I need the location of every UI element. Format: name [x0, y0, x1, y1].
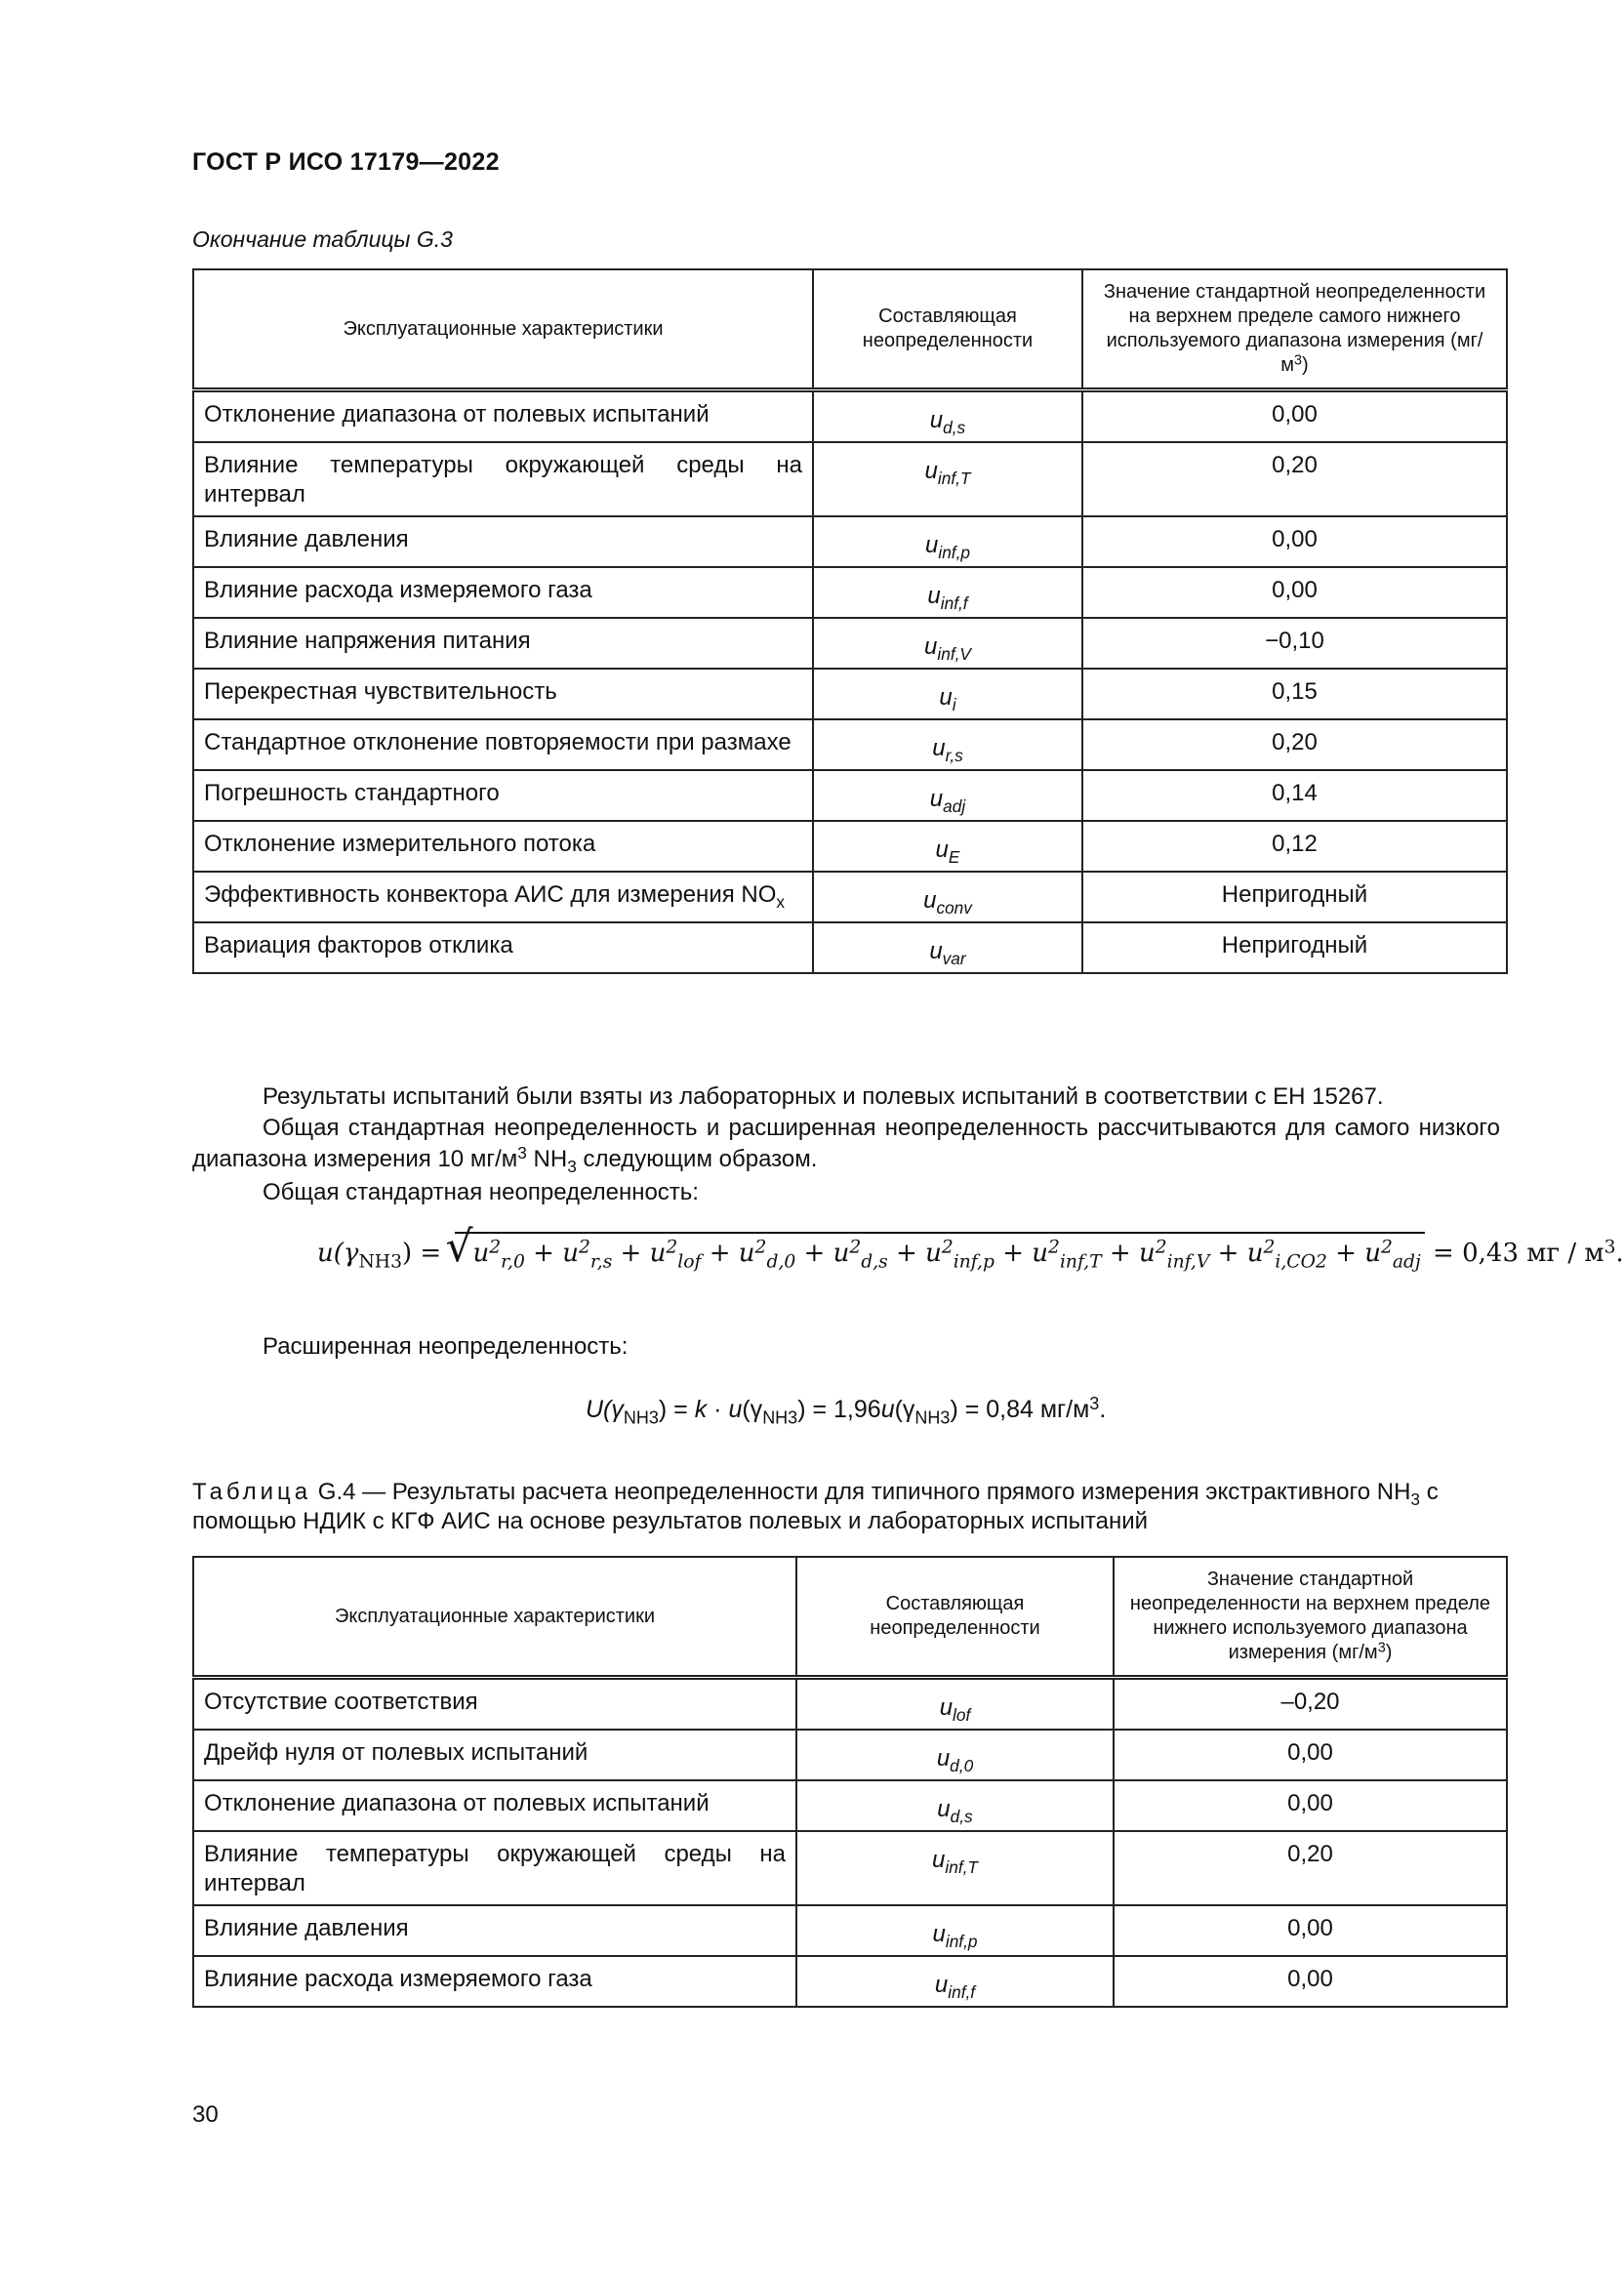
- table-row: [193, 618, 1507, 669]
- plus-sign: +: [612, 1239, 650, 1268]
- cell-component: $u_{inf,V}$: [813, 618, 1082, 669]
- cell-characteristic: Погрешность стандартного: [193, 770, 813, 821]
- plus-sign: +: [1326, 1239, 1365, 1268]
- cell-characteristic: Влияние напряжения питания: [193, 618, 813, 669]
- cell-value: 0,00: [1082, 390, 1507, 443]
- cell-value: 0,15: [1082, 669, 1507, 719]
- header-component: Составляющая неопределенности: [796, 1557, 1114, 1678]
- plus-sign: +: [1209, 1239, 1247, 1268]
- cell-characteristic: Стандартное отклонение повторяемости при размахе: [193, 719, 813, 770]
- paragraph-results-source: Результаты испытаний были взяты из лабораторных и полевых испытаний в соответствии с ЕН 15267.: [263, 1083, 1384, 1110]
- cell-characteristic: Дрейф нуля от полевых испытаний: [193, 1730, 796, 1780]
- cell-component: $u_{r,s}$: [813, 719, 1082, 770]
- plus-sign: +: [795, 1239, 833, 1268]
- uncertainty-term: $u^2_{lof}$: [649, 1237, 702, 1273]
- cell-value: 0,00: [1114, 1730, 1507, 1780]
- page-number: 30: [192, 2101, 219, 2128]
- cell-characteristic: Отклонение диапазона от полевых испытаний: [193, 390, 813, 443]
- cell-characteristic: Отклонение диапазона от полевых испытаний: [193, 1780, 796, 1831]
- cell-characteristic: Влияние давления: [193, 1905, 796, 1956]
- table-row: [193, 872, 1507, 922]
- cell-characteristic: Влияние давления: [193, 516, 813, 567]
- table-header-row: [193, 269, 1507, 390]
- header-component: Составляющая неопределенности: [813, 269, 1082, 390]
- table-row: [193, 442, 1507, 516]
- plus-sign: +: [701, 1239, 739, 1268]
- cell-component: $u_{inf,p}$: [813, 516, 1082, 567]
- cell-characteristic: Влияние температуры окружающей среды на интервал: [193, 442, 813, 516]
- cell-component: $u_{inf,T}$: [796, 1831, 1114, 1905]
- header-characteristics: Эксплуатационные характеристики: [193, 1557, 796, 1678]
- cell-value: 0,20: [1114, 1831, 1507, 1905]
- plus-sign: +: [994, 1239, 1033, 1268]
- cell-value: 0,20: [1082, 719, 1507, 770]
- combined-uncertainty-formula: $u(\gamma_{NH3})$ = √ $u^2_{r,0} + u^2_{r,s} + u^2_{lof} + u^2_{d,0} + u^2_{d,s} + u^2_{inf,p} + u^2_{inf,T} + u^2_{inf,V} + u^2_{i,CO2} + u^2_{adj} = 0,43$ мг / $м^3$.: [317, 1232, 1624, 1273]
- table-continuation-caption: Окончание таблицы G.3: [192, 226, 453, 252]
- table-row: [193, 1905, 1507, 1956]
- header-value: Значение стандартной неопределенности на верхнем пределе нижнего используемого диапазона измерения $(мг/м^3)$: [1114, 1557, 1507, 1678]
- square-root: [455, 1232, 1424, 1273]
- cell-component: $u_i$: [813, 669, 1082, 719]
- cell-characteristic: Влияние расхода измеряемого газа: [193, 567, 813, 618]
- table-row: [193, 821, 1507, 872]
- plus-sign: +: [524, 1239, 563, 1268]
- cell-component: $u_{var}$: [813, 922, 1082, 973]
- cell-characteristic: Отсутствие соответствия: [193, 1678, 796, 1731]
- cell-characteristic: Отклонение измерительного потока: [193, 821, 813, 872]
- cell-component: $u_{d,0}$: [796, 1730, 1114, 1780]
- table-row: [193, 567, 1507, 618]
- cell-value: Непригодный: [1082, 872, 1507, 922]
- paragraph-expanded-uncertainty: Расширенная неопределенность:: [263, 1333, 629, 1360]
- header-characteristics: Эксплуатационные характеристики: [193, 269, 813, 390]
- cell-component: $u_{lof}$: [796, 1678, 1114, 1731]
- table-row: [193, 390, 1507, 443]
- cell-characteristic: Перекрестная чувствительность: [193, 669, 813, 719]
- uncertainty-term: $u^2_{inf,p}$: [925, 1237, 995, 1273]
- cell-component: $u_{inf,f}$: [813, 567, 1082, 618]
- plus-sign: +: [1101, 1239, 1139, 1268]
- cell-component: $u_E$: [813, 821, 1082, 872]
- cell-value: 0,12: [1082, 821, 1507, 872]
- cell-component: $u_{d,s}$: [796, 1780, 1114, 1831]
- uncertainty-term: $u^2_{d,s}$: [832, 1237, 888, 1273]
- cell-value: −0,10: [1082, 618, 1507, 669]
- plus-sign: +: [887, 1239, 926, 1268]
- cell-value: 0,00: [1082, 567, 1507, 618]
- cell-component: $u_{inf,p}$: [796, 1905, 1114, 1956]
- cell-component: $u_{d,s}$: [813, 390, 1082, 443]
- table-g4-caption: Таблица G.4 — Результаты расчета неопределенности для типичного прямого измерения экстрактивного $NH_3$ с помощью НДИК с КГФ АИС на основе результатов полевых и лабораторных испытаний: [192, 1479, 1439, 1534]
- cell-characteristic: Эффективность конвектора АИС для измерения $NO_x$: [193, 872, 813, 922]
- table-row: [193, 1678, 1507, 1731]
- table-header-row: [193, 1557, 1507, 1678]
- cell-characteristic: Влияние температуры окружающей среды на интервал: [193, 1831, 796, 1905]
- table-row: [193, 1780, 1507, 1831]
- cell-value: 0,14: [1082, 770, 1507, 821]
- header-value: Значение стандартной неопределенности на верхнем пределе самого нижнего используемого диапазона измерения $(мг/м^3)$: [1082, 269, 1507, 390]
- table-row: [193, 1730, 1507, 1780]
- paragraph-calculation-method: Общая стандартная неопределенность и расширенная неопределенность рассчитываются для самого низкого диапазона измерения 10 $мг/м^3$ $NH_3$ следующим образом.: [192, 1115, 1500, 1177]
- uncertainty-term: $u^2_{i,CO2}$: [1246, 1237, 1327, 1273]
- table-row: [193, 669, 1507, 719]
- table-body: [193, 1678, 1507, 2008]
- paragraph-combined-uncertainty: Общая стандартная неопределенность:: [263, 1179, 699, 1205]
- table-row: [193, 719, 1507, 770]
- cell-characteristic: Влияние расхода измеряемого газа: [193, 1956, 796, 2007]
- uncertainty-term: $u^2_{adj}$: [1364, 1237, 1421, 1273]
- expanded-uncertainty-formula: $U(\gamma_{NH3}) = k \cdot u(\gamma_{NH3}) = 1,96u(\gamma_{NH3}) = 0,84$ $мг/м^3$.: [586, 1393, 1107, 1428]
- uncertainty-term: $u^2_{inf,V}$: [1138, 1237, 1210, 1273]
- cell-value: 0,00: [1082, 516, 1507, 567]
- uncertainty-term: $u^2_{r,0}$: [472, 1237, 525, 1273]
- cell-value: –0,20: [1114, 1678, 1507, 1731]
- uncertainty-term: $u^2_{r,s}$: [562, 1237, 613, 1273]
- cell-value: Непригодный: [1082, 922, 1507, 973]
- table-body: [193, 390, 1507, 974]
- cell-value: 0,00: [1114, 1780, 1507, 1831]
- cell-component: $u_{conv}$: [813, 872, 1082, 922]
- cell-characteristic: Вариация факторов отклика: [193, 922, 813, 973]
- table-row: [193, 1831, 1507, 1905]
- cell-value: 0,20: [1082, 442, 1507, 516]
- table-row: [193, 1956, 1507, 2007]
- cell-component: $u_{inf,f}$: [796, 1956, 1114, 2007]
- uncertainty-table-g4: [192, 1556, 1508, 2008]
- cell-value: 0,00: [1114, 1956, 1507, 2007]
- cell-component: $u_{inf,T}$: [813, 442, 1082, 516]
- document-title: ГОСТ Р ИСО 17179—2022: [192, 148, 500, 176]
- uncertainty-table-g3: [192, 268, 1508, 974]
- table-row: [193, 922, 1507, 973]
- uncertainty-term: $u^2_{d,0}$: [738, 1237, 796, 1273]
- cell-component: $u_{adj}$: [813, 770, 1082, 821]
- table-row: [193, 770, 1507, 821]
- cell-value: 0,00: [1114, 1905, 1507, 1956]
- table-row: [193, 516, 1507, 567]
- uncertainty-term: $u^2_{inf,T}$: [1032, 1237, 1102, 1273]
